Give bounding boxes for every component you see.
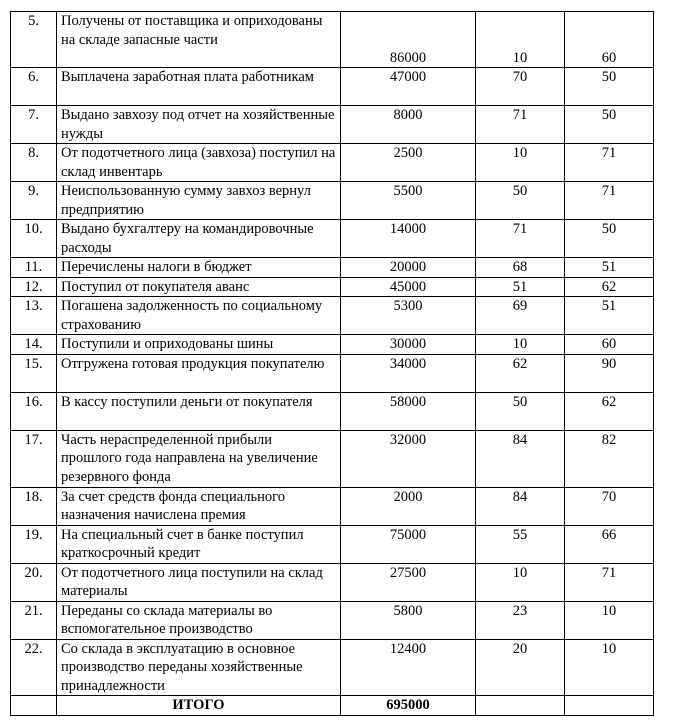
row-credit-account: 50 bbox=[565, 68, 654, 106]
row-number: 5. bbox=[11, 12, 57, 68]
row-description: Выплачена заработная плата работникам bbox=[57, 68, 341, 106]
row-debit-account: 10 bbox=[476, 335, 565, 355]
row-number: 15. bbox=[11, 354, 57, 392]
row-amount: 27500 bbox=[341, 563, 476, 601]
row-debit-account: 84 bbox=[476, 430, 565, 487]
table-row bbox=[11, 354, 654, 392]
row-credit-account: 50 bbox=[565, 106, 654, 144]
total-label: ИТОГО bbox=[57, 696, 341, 716]
row-description: В кассу поступили деньги от покупателя bbox=[57, 392, 341, 430]
row-number: 6. bbox=[11, 68, 57, 106]
row-credit-account: 50 bbox=[565, 220, 654, 258]
row-amount: 75000 bbox=[341, 525, 476, 563]
row-amount: 5500 bbox=[341, 182, 476, 220]
table-row bbox=[11, 277, 654, 297]
row-description: От подотчетного лица (завхоза) поступил на склад инвентарь bbox=[57, 144, 341, 182]
table-row bbox=[11, 106, 654, 144]
table-row bbox=[11, 563, 654, 601]
row-amount: 58000 bbox=[341, 392, 476, 430]
row-number: 9. bbox=[11, 182, 57, 220]
row-description: Поступили и оприходованы шины bbox=[57, 335, 341, 355]
row-credit-account: 71 bbox=[565, 563, 654, 601]
row-number: 21. bbox=[11, 601, 57, 639]
row-description: Получены от поставщика и оприходованы на складе запасные части bbox=[57, 12, 341, 68]
row-description: Отгружена готовая продукция покупателю bbox=[57, 354, 341, 392]
row-debit-account: 50 bbox=[476, 392, 565, 430]
row-number: 16. bbox=[11, 392, 57, 430]
total-debit-cell bbox=[476, 696, 565, 716]
row-description: Часть нераспределенной прибыли прошлого года направлена на увеличение резервного фонда bbox=[57, 430, 341, 487]
row-credit-account: 10 bbox=[565, 601, 654, 639]
table-row bbox=[11, 639, 654, 696]
row-description: Перечислены налоги в бюджет bbox=[57, 258, 341, 278]
table-row bbox=[11, 144, 654, 182]
row-description: Выдано бухгалтеру на командировочные расходы bbox=[57, 220, 341, 258]
table-row bbox=[11, 392, 654, 430]
total-amount: 695000 bbox=[341, 696, 476, 716]
row-credit-account: 62 bbox=[565, 277, 654, 297]
row-debit-account: 71 bbox=[476, 106, 565, 144]
row-amount: 2500 bbox=[341, 144, 476, 182]
row-debit-account: 69 bbox=[476, 297, 565, 335]
row-number: 18. bbox=[11, 487, 57, 525]
row-credit-account: 60 bbox=[565, 335, 654, 355]
row-description: На специальный счет в банке поступил краткосрочный кредит bbox=[57, 525, 341, 563]
row-number: 12. bbox=[11, 277, 57, 297]
row-number: 11. bbox=[11, 258, 57, 278]
row-amount: 8000 bbox=[341, 106, 476, 144]
row-debit-account: 71 bbox=[476, 220, 565, 258]
row-credit-account: 62 bbox=[565, 392, 654, 430]
row-amount: 32000 bbox=[341, 430, 476, 487]
row-debit-account: 70 bbox=[476, 68, 565, 106]
row-debit-account: 50 bbox=[476, 182, 565, 220]
row-description: Погашена задолженность по социальному страхованию bbox=[57, 297, 341, 335]
row-number: 17. bbox=[11, 430, 57, 487]
row-debit-account: 20 bbox=[476, 639, 565, 696]
row-number: 10. bbox=[11, 220, 57, 258]
row-debit-account: 10 bbox=[476, 12, 565, 68]
total-row bbox=[11, 696, 654, 716]
row-credit-account: 60 bbox=[565, 12, 654, 68]
transactions-table bbox=[10, 11, 654, 716]
row-credit-account: 82 bbox=[565, 430, 654, 487]
table-row bbox=[11, 297, 654, 335]
row-amount: 20000 bbox=[341, 258, 476, 278]
row-description: Выдано завхозу под отчет на хозяйственные нужды bbox=[57, 106, 341, 144]
row-credit-account: 10 bbox=[565, 639, 654, 696]
row-debit-account: 84 bbox=[476, 487, 565, 525]
row-amount: 5300 bbox=[341, 297, 476, 335]
row-description: От подотчетного лица поступили на склад материалы bbox=[57, 563, 341, 601]
row-amount: 5800 bbox=[341, 601, 476, 639]
row-number: 13. bbox=[11, 297, 57, 335]
row-credit-account: 66 bbox=[565, 525, 654, 563]
table-row bbox=[11, 182, 654, 220]
row-debit-account: 68 bbox=[476, 258, 565, 278]
row-number: 22. bbox=[11, 639, 57, 696]
transactions-body bbox=[11, 12, 654, 716]
table-row bbox=[11, 335, 654, 355]
row-description: Неиспользованную сумму завхоз вернул предприятию bbox=[57, 182, 341, 220]
row-description: За счет средств фонда специального назначения начислена премия bbox=[57, 487, 341, 525]
row-description: Со склада в эксплуатацию в основное производство переданы хозяйственные принадлежности bbox=[57, 639, 341, 696]
row-credit-account: 51 bbox=[565, 258, 654, 278]
total-number-cell bbox=[11, 696, 57, 716]
table-row bbox=[11, 258, 654, 278]
row-debit-account: 23 bbox=[476, 601, 565, 639]
row-credit-account: 71 bbox=[565, 144, 654, 182]
row-credit-account: 90 bbox=[565, 354, 654, 392]
row-description: Поступил от покупателя аванс bbox=[57, 277, 341, 297]
table-row bbox=[11, 601, 654, 639]
row-number: 7. bbox=[11, 106, 57, 144]
row-debit-account: 10 bbox=[476, 144, 565, 182]
row-amount: 47000 bbox=[341, 68, 476, 106]
table-row bbox=[11, 68, 654, 106]
row-debit-account: 51 bbox=[476, 277, 565, 297]
row-debit-account: 55 bbox=[476, 525, 565, 563]
row-amount: 12400 bbox=[341, 639, 476, 696]
row-description: Переданы со склада материалы во вспомогательное производство bbox=[57, 601, 341, 639]
row-debit-account: 62 bbox=[476, 354, 565, 392]
row-credit-account: 51 bbox=[565, 297, 654, 335]
row-credit-account: 71 bbox=[565, 182, 654, 220]
table-row bbox=[11, 12, 654, 68]
table-row bbox=[11, 525, 654, 563]
row-number: 19. bbox=[11, 525, 57, 563]
row-amount: 45000 bbox=[341, 277, 476, 297]
total-credit-cell bbox=[565, 696, 654, 716]
row-amount: 34000 bbox=[341, 354, 476, 392]
row-credit-account: 70 bbox=[565, 487, 654, 525]
table-row bbox=[11, 430, 654, 487]
table-row bbox=[11, 220, 654, 258]
row-amount: 86000 bbox=[341, 12, 476, 68]
row-number: 20. bbox=[11, 563, 57, 601]
row-debit-account: 10 bbox=[476, 563, 565, 601]
row-amount: 30000 bbox=[341, 335, 476, 355]
row-number: 14. bbox=[11, 335, 57, 355]
table-row bbox=[11, 487, 654, 525]
row-amount: 14000 bbox=[341, 220, 476, 258]
row-amount: 2000 bbox=[341, 487, 476, 525]
row-number: 8. bbox=[11, 144, 57, 182]
